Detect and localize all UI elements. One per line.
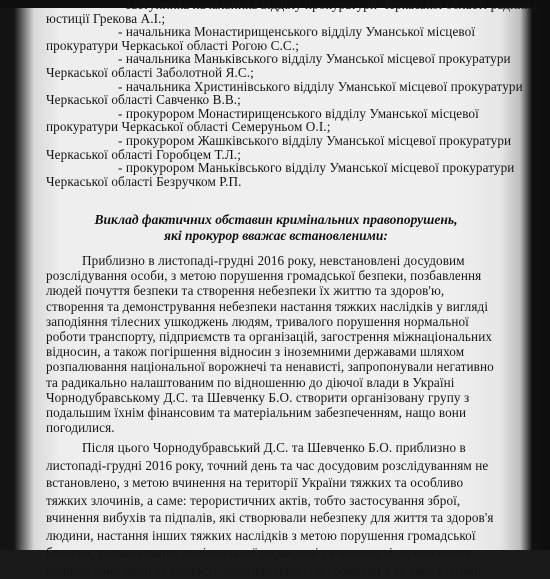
paragraph-line: погодилися.	[46, 420, 115, 436]
list-line: - заступника начальника відділу прокуратури Черкаської області радника	[118, 0, 537, 12]
list-line: Черкаської області Заболотной Я.С.;	[46, 65, 254, 80]
paragraph-line: тяжких злочинів, а саме: терористичних актів, тобто застосування зброї,	[46, 492, 461, 508]
section-heading-line1: Виклад фактичних обставин кримінальних правопорушень,	[94, 212, 458, 227]
list-line: Черкаської області Горобцем Т.Л.;	[46, 146, 241, 162]
paragraph-line: заподіяння тілесних ушкоджень людям, тривалого порушення нормальної	[46, 313, 469, 329]
section-heading-line2: які прокурор вважає встановленими:	[164, 228, 388, 243]
paragraph-line: розпалювання національної ворожнечі та ненависті, запропонували негативно	[46, 359, 494, 375]
paragraph-line: людей почуття безпеки та створення небезпеки їх життю та здоров'ю,	[46, 283, 445, 299]
list-line: - прокурором Жашківського відділу Уманської місцевої прокуратури	[118, 133, 512, 148]
list-line: Черкаської області Безручком Р.П.	[46, 173, 242, 189]
list-line: - прокурором Монастирищенського відділу Уманської місцевої	[118, 105, 479, 121]
list-line: - начальника Христинівського відділу Уманської місцевої прокуратури	[118, 78, 523, 94]
paragraph-line: роботи транспорту, підприємств та організацій, загострення міжнаціональних	[46, 329, 493, 344]
paragraph-line: відносин, а також погіршення відносин з іноземними державами шляхом	[46, 344, 465, 360]
list-line: прокуратури Черкаської області Семеруньом О.І.;	[46, 119, 331, 135]
list-line: - начальника Маньківського відділу Уманської місцевої прокуратури	[118, 51, 511, 67]
paragraph-line: людини, настання інших тяжких наслідків з метою порушення громадської	[46, 527, 476, 543]
list-line: прокуратури Черкаської області Рогою С.С.;	[46, 37, 299, 53]
paragraph-line: подальшим їхнім фінансовим та матеріальним забезпеченням, нащо вони	[46, 405, 467, 420]
list-line: - начальника Монастирищенського відділу Уманської місцевої	[118, 24, 476, 40]
paragraph-line: встановлено, з метою вчинення на території України тяжких та особливо	[46, 475, 464, 490]
paragraph-line: розслідування особи, з метою порушення громадської безпеки, позбавлення	[46, 268, 482, 284]
paragraph-line: вчинення вибухів та підпалів, які створювали небезпеку для життя та здоров'я	[46, 510, 494, 525]
list-line: Черкаської області Савченко В.В.;	[46, 92, 241, 108]
paragraph-line: та радикально налаштованим по відношенню до діючої влади в Україні	[46, 374, 455, 390]
paragraph-line: листопаді-грудні 2016 року, точний день та час досудовим розслідуванням не	[46, 457, 489, 473]
paragraph-line: безпеки; розпалювання національної ворожнечі та ненависті, приниження	[46, 545, 471, 560]
paragraph-line: Чорнодубравському Д.С. та Шевченку Б.О. створити організовану групу з	[46, 389, 470, 405]
paragraph-line: створення та демонстрування небезпеки настання тяжких наслідків у вигляді	[46, 298, 489, 314]
paper-sheet	[36, 0, 537, 578]
paragraph-line: Після цього Чорнодубравський Д.С. та Шевченко Б.О. приблизно в	[82, 440, 466, 455]
list-line: - прокурором Маньківського відділу Уманської місцевої прокуратури	[118, 160, 515, 176]
paragraph-line: Приблизно в листопаді-грудні 2016 року, невстановлені досудовим	[82, 253, 465, 268]
paragraph-line: національної честі та гідності, образою почуттів громадян у зв'язку з їхніми	[46, 562, 482, 578]
list-line: юстиції Грекова А.І.;	[46, 10, 166, 26]
